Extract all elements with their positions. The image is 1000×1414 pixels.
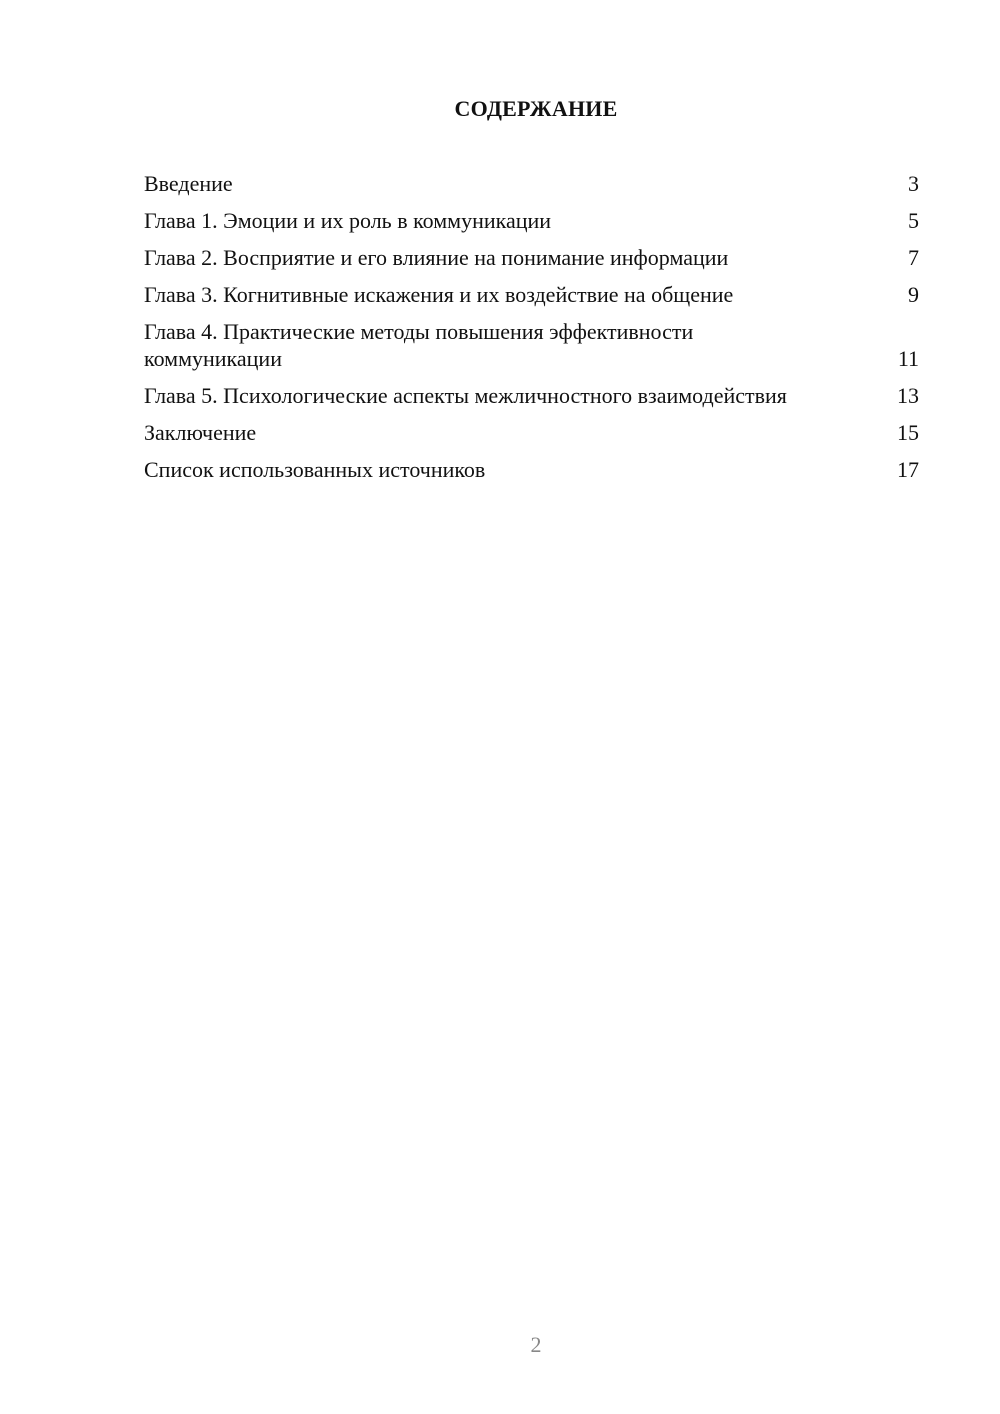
toc-entry-page-number: 17 (897, 457, 919, 482)
toc-entry-page-number: 7 (908, 245, 919, 270)
toc-entry-label: Глава 2. Восприятие и его влияние на понимание информации (144, 245, 729, 270)
toc-entry-label: Введение (144, 171, 233, 196)
toc-entry-label: Глава 1. Эмоции и их роль в коммуникации (144, 208, 552, 233)
page-title: СОДЕРЖАНИЕ (454, 96, 618, 121)
toc-entry-chapter-1[interactable] (144, 207, 919, 234)
toc-entry-label: Заключение (144, 420, 257, 445)
toc-entry-label: Список использованных источников (144, 457, 486, 482)
toc-entry-page-number: 15 (897, 420, 919, 445)
toc-entry-chapter-4[interactable] (144, 318, 919, 372)
page-number: 2 (530, 1332, 542, 1357)
toc-entry-references[interactable] (144, 456, 919, 483)
toc-entry-page-number: 9 (908, 282, 919, 307)
toc-entry-page-number: 11 (897, 346, 919, 371)
toc-entry-page-number: 13 (897, 383, 919, 408)
toc-entry-conclusion[interactable] (144, 419, 919, 446)
toc-entry-page-number: 5 (908, 208, 919, 233)
toc-entry-label: Глава 4. Практические методы повышения эффективности коммуникации (144, 319, 694, 371)
toc-entry-chapter-5[interactable] (144, 382, 919, 409)
toc-entry-label: Глава 3. Когнитивные искажения и их воздействие на общение (144, 282, 734, 307)
toc-entry-chapter-3[interactable] (144, 281, 919, 308)
toc-entry-chapter-2[interactable] (144, 244, 919, 271)
toc-entry-label: Глава 5. Психологические аспекты межличностного взаимодействия (144, 383, 787, 408)
table-of-contents (144, 170, 919, 493)
toc-entry-page-number: 3 (908, 171, 919, 196)
toc-entry-introduction[interactable] (144, 170, 919, 197)
